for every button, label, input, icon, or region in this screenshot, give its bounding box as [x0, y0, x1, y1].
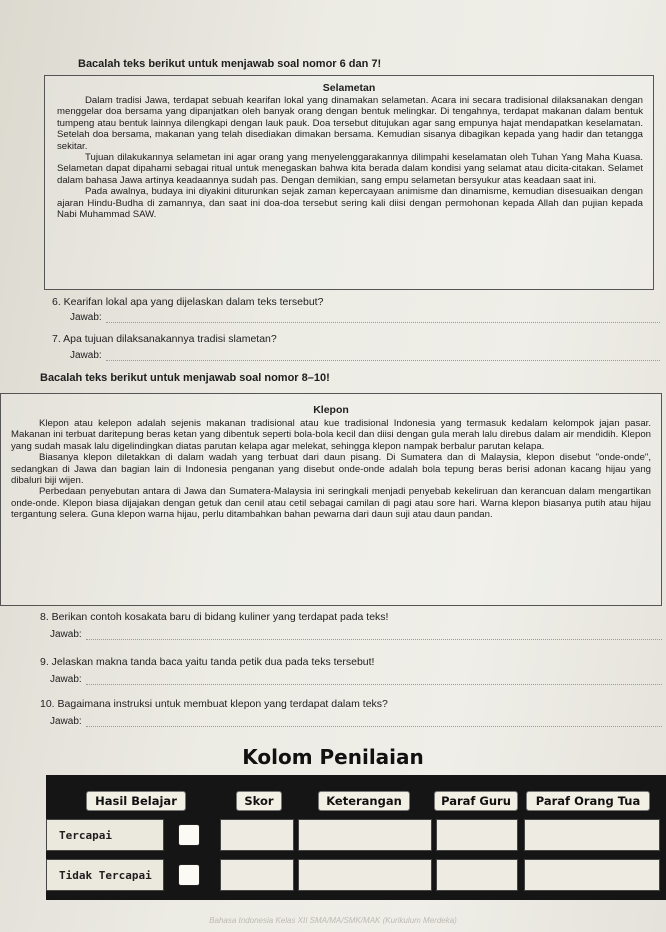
skor-cell[interactable]	[220, 859, 294, 891]
answer-line	[106, 353, 660, 361]
answer-6[interactable]	[70, 312, 660, 323]
paraf-guru-cell[interactable]	[436, 819, 518, 851]
answer-line	[86, 719, 662, 727]
question-6: 6. Kearifan lokal apa yang dijelaskan dalam teks tersebut?	[52, 296, 324, 308]
paraf-orang-tua-cell[interactable]	[524, 819, 660, 851]
row-label-tidak-tercapai: Tidak Tercapai	[46, 859, 164, 891]
paragraph: Tujuan dilakukannya selametan ini agar orang yang menyelenggarakannya dilimpahi keselamatan oleh Tuhan Yang Maha Kuasa. Selametan dapat dipahami sebagai ritual untuk menegaskan bahwa kita berada dalam kondisi yang selamat atau dicita-citakan. Selamet dalam bahasa Jawa artinya keadaannya sudah pas. Dengan demikian, sang empu selametan bersyukur atas keadaan saat ini.	[57, 152, 643, 186]
answer-label: Jawab:	[50, 674, 82, 685]
paraf-guru-cell[interactable]	[436, 859, 518, 891]
paragraph: Klepon atau kelepon adalah sejenis makanan tradisional atau kue tradisional Indonesia yang termasuk kedalam kelompok jajan pasar. Makanan ini terbuat daritepung beras ketan yang dibentuk seperti bola-bola kecil dan diisi dengan gula merah lalu direbus dalam air mendidih. Klepon yang sudah masak lalu digelindingkan diatas parutan kelapa agar melekat, sehingga klepon nampak berbalur parutan kelapa.	[11, 418, 651, 452]
answer-9[interactable]	[50, 674, 662, 685]
answer-line	[106, 315, 660, 323]
header-keterangan: Keterangan	[318, 791, 410, 811]
header-paraf-orang-tua: Paraf Orang Tua	[526, 791, 650, 811]
answer-10[interactable]	[50, 716, 662, 727]
instruction-8-10: Bacalah teks berikut untuk menjawab soal nomor 8–10!	[40, 372, 330, 384]
text-box-klepon	[0, 393, 662, 606]
rubric-title: Kolom Penilaian	[242, 745, 424, 769]
checkbox-tidak-tercapai[interactable]	[178, 864, 200, 886]
checkbox-tercapai[interactable]	[178, 824, 200, 846]
question-9: 9. Jelaskan makna tanda baca yaitu tanda petik dua pada teks tersebut!	[40, 656, 375, 668]
instruction-6-7: Bacalah teks berikut untuk menjawab soal nomor 6 dan 7!	[78, 58, 382, 70]
paraf-orang-tua-cell[interactable]	[524, 859, 660, 891]
row-label-tercapai: Tercapai	[46, 819, 164, 851]
answer-line	[86, 677, 662, 685]
paragraph: Perbedaan penyebutan antara di Jawa dan Sumatera-Malaysia ini seringkali menjadi penyebab kekeliruan dan kerancuan dalam mengartikan onde-onde. Klepon biasa dijajakan dengan getuk dan cenil atau cetil sebagai camilan di pagi atau sore hari. Warna klepon biasanya putih atau hijau tergantung selera. Guna klepon warna hijau, perlu ditambahkan bahan pewarna dari daun suji atau daun pandan.	[11, 486, 651, 521]
header-skor: Skor	[236, 791, 282, 811]
answer-7[interactable]	[70, 350, 660, 361]
answer-8[interactable]	[50, 629, 662, 640]
question-8: 8. Berikan contoh kosakata baru di bidang kuliner yang terdapat pada teks!	[40, 611, 389, 623]
text-title-selametan: Selametan	[322, 82, 376, 94]
answer-label: Jawab:	[70, 312, 102, 323]
page-footer: Bahasa Indonesia Kelas XII SMA/MA/SMK/MAK (Kurikulum Merdeka)	[209, 916, 457, 925]
paragraph: Dalam tradisi Jawa, terdapat sebuah kearifan lokal yang dinamakan selametan. Acara ini secara tradisional dilaksanakan dengan menggelar doa bersama yang dipanjatkan oleh banyak orang dengan bentuk melingkar. Di tengahnya, terdapat makanan dalam bentuk tumpeng atau bentuk lainnya dilengkapi dengan lauk pauk. Doa tersebut ditujukan agar sang empunya hajat mendapatkan keselamatan. Setelah doa bersama, makanan yang telah disediakan dimakan bersama. Kemudian sisanya dibagikan kepada yang hadir dan tetangga sekitar.	[57, 95, 643, 152]
paragraph: Pada awalnya, budaya ini diyakini diturunkan sejak zaman kepercayaan animisme dan dinamisme, kemudian disesuaikan dengan ajaran Hindu-Budha di zamannya, dan saat ini doa-doa tersebut sering kali diisi dengan permohonan kepada Allah dan pujian kepada Nabi Muhammad SAW.	[57, 186, 643, 221]
text-body-selametan	[57, 95, 643, 220]
text-box-selametan	[44, 75, 654, 290]
header-paraf-guru: Paraf Guru	[434, 791, 518, 811]
text-body-klepon	[11, 418, 651, 521]
answer-label: Jawab:	[50, 716, 82, 727]
text-title-klepon: Klepon	[313, 404, 349, 416]
paragraph: Biasanya klepon diletakkan di dalam wadah yang terbuat dari daun pisang. Di Sumatera dan di Malaysia, klepon disebut "onde-onde", sedangkan di Jawa dan bagian lain di Indonesia penganan yang disebut onde-onde adalah bola tepung beras berisi adonan kacang hijau yang dibaluri biji wijen.	[11, 452, 651, 487]
question-7: 7. Apa tujuan dilaksanakannya tradisi slametan?	[52, 333, 277, 345]
keterangan-cell[interactable]	[298, 819, 432, 851]
question-10: 10. Bagaimana instruksi untuk membuat klepon yang terdapat dalam teks?	[40, 698, 388, 710]
keterangan-cell[interactable]	[298, 859, 432, 891]
answer-label: Jawab:	[50, 629, 82, 640]
assessment-table	[46, 775, 666, 900]
header-hasil-belajar: Hasil Belajar	[86, 791, 186, 811]
answer-line	[86, 632, 662, 640]
skor-cell[interactable]	[220, 819, 294, 851]
answer-label: Jawab:	[70, 350, 102, 361]
